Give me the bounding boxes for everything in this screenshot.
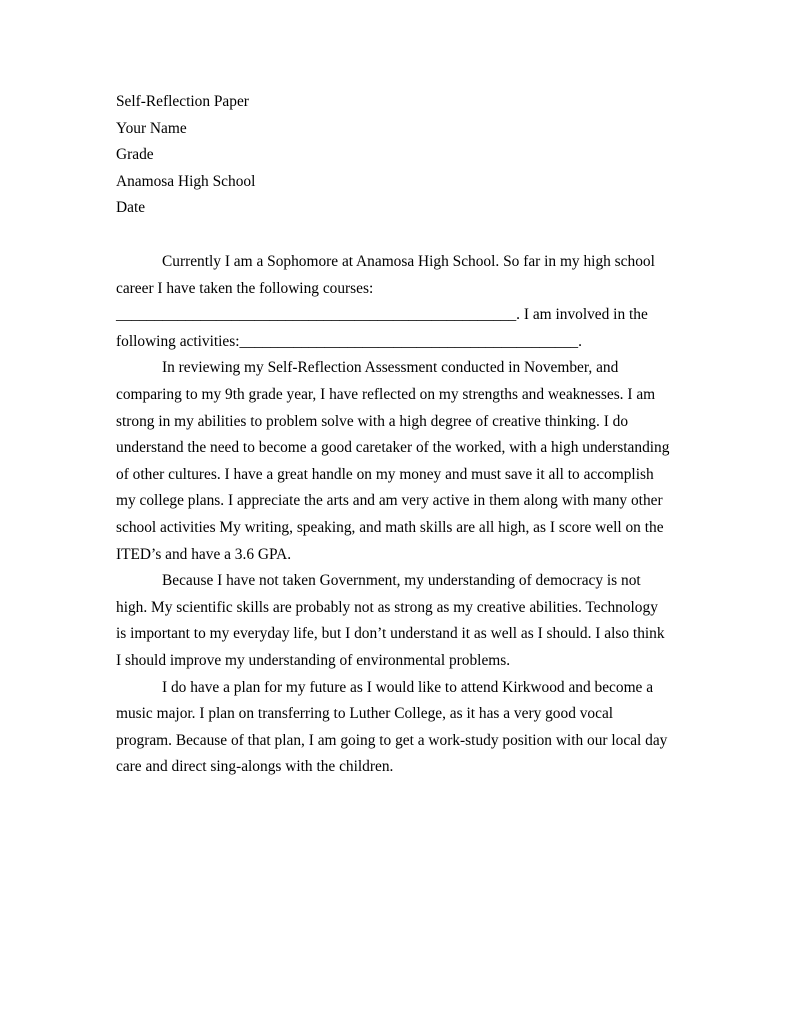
paragraph-strengths	[116, 355, 676, 568]
paragraph-line: of other cultures. I have a great handle on my money and must save it all to accomplish	[116, 465, 654, 483]
paragraph-line: understand the need to become a good caretaker of the worked, with a high understanding	[116, 439, 670, 457]
paragraph-line: Currently I am a Sophomore at Anamosa High School. So far in my high school	[162, 253, 655, 270]
paragraph-line: I should improve my understanding of environmental problems.	[116, 651, 511, 669]
paragraph-line: ____________________________________________________. I am involved in the	[116, 306, 648, 324]
paragraph-line: my college plans. I appreciate the arts and am very active in them along with many other	[116, 492, 663, 510]
student-name: Your Name	[116, 119, 187, 137]
paragraph-line: care and direct sing-alongs with the children.	[116, 758, 394, 776]
school-name: Anamosa High School	[116, 172, 256, 190]
paragraph-line: strong in my abilities to problem solve with a high degree of creative thinking. I do	[116, 412, 629, 430]
paragraph-line: Because I have not taken Government, my understanding of democracy is not	[162, 572, 641, 590]
paragraph-line: program. Because of that plan, I am going to get a work-study position with our local day	[116, 731, 668, 749]
paragraph-line: is important to my everyday life, but I don’t understand it as well as I should. I also think	[116, 625, 665, 643]
paragraph-future-plans	[116, 675, 676, 781]
paragraph-line: following activities:____________________________________________.	[116, 332, 582, 350]
student-grade: Grade	[116, 146, 154, 164]
paragraph-line: high. My scientific skills are probably not as strong as my creative abilities. Technology	[116, 598, 658, 616]
document-header	[116, 89, 676, 222]
paragraph-line: ITED’s and have a 3.6 GPA.	[116, 545, 292, 563]
paragraph-line: school activities My writing, speaking, and math skills are all high, as I score well on the	[116, 518, 664, 536]
document-body	[116, 249, 676, 781]
paragraph-line: In reviewing my Self-Reflection Assessment conducted in November, and	[162, 359, 619, 377]
paragraph-weaknesses	[116, 568, 676, 674]
document-date: Date	[116, 199, 146, 217]
paragraph-line: comparing to my 9th grade year, I have reflected on my strengths and weaknesses. I am	[116, 385, 656, 403]
paragraph-courses-activities	[116, 249, 676, 355]
paragraph-line: music major. I plan on transferring to Luther College, as it has a very good vocal	[116, 705, 614, 723]
paragraph-line: I do have a plan for my future as I would like to attend Kirkwood and become a	[162, 678, 654, 696]
paragraph-line: career I have taken the following courses:	[116, 279, 374, 297]
paper-title: Self-Reflection Paper	[116, 93, 249, 110]
